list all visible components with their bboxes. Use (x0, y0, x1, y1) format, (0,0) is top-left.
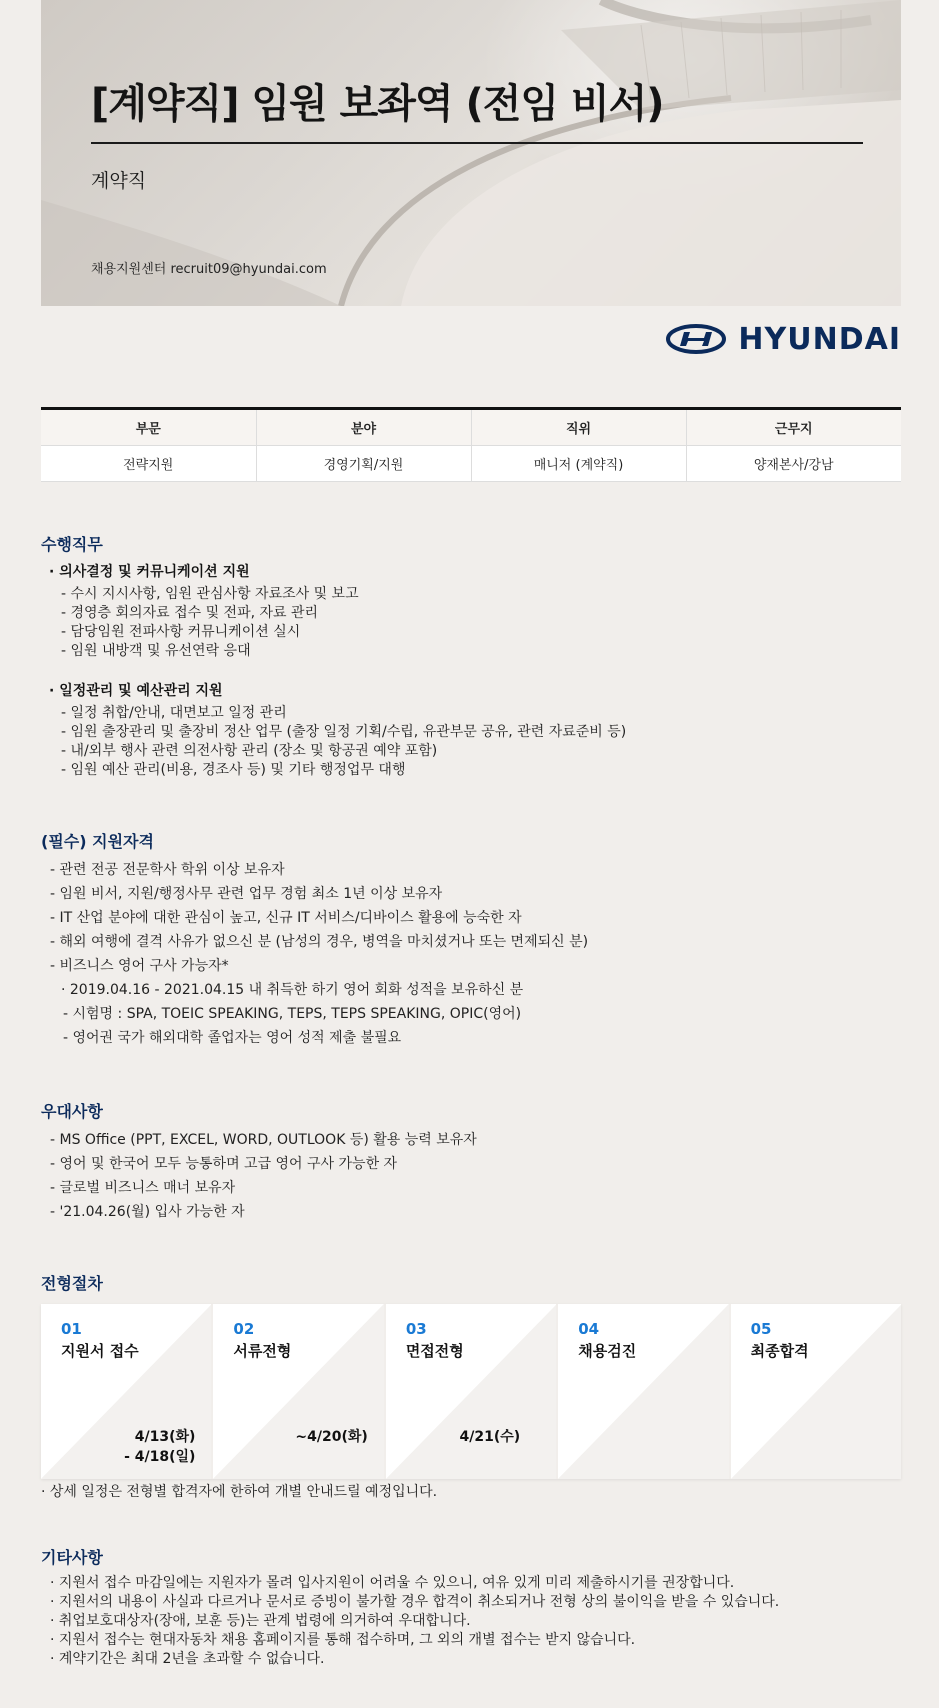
step-name: 지원서 접수 (61, 1342, 139, 1360)
step-number: 03 (405, 1320, 427, 1338)
list-item: · 계약기간은 최대 2년을 초과할 수 없습니다. (50, 1651, 325, 1667)
table-row (41, 446, 901, 482)
list-item: · 지원서 접수는 현대자동차 채용 홈페이지를 통해 접수하며, 그 외의 개별 접수는 받지 않습니다. (50, 1632, 636, 1648)
list-item: - 영어권 국가 해외대학 졸업자는 영어 성적 제출 불필요 (63, 1030, 402, 1046)
hyundai-emblem-icon (666, 324, 726, 354)
list-item: - 내/외부 행사 관련 의전사항 관리 (장소 및 항공권 예약 포함) (61, 743, 438, 759)
process-step (386, 1304, 556, 1479)
cell-field: 경영기획/지원 (256, 446, 471, 482)
step-name: 서류전형 (233, 1342, 292, 1360)
list-item: - 해외 여행에 결격 사유가 없으신 분 (남성의 경우, 병역을 마치셨거나 또는 면제되신 분) (50, 934, 589, 950)
cell-location: 양재본사/강남 (686, 446, 901, 482)
hyundai-wordmark: HYUNDAI (738, 321, 901, 357)
cell-position: 매니저 (계약직) (471, 446, 686, 482)
page-title: [계약직] 임원 보좌역 (전임 비서) (91, 81, 664, 127)
step-name: 채용검진 (578, 1342, 637, 1360)
preferences-title: 우대사항 (41, 1102, 103, 1121)
step-number: 01 (61, 1320, 82, 1338)
hyundai-logo (666, 322, 901, 356)
step-date (460, 1427, 521, 1447)
list-item: - 임원 내방객 및 유선연락 응대 (61, 643, 251, 659)
list-item: - 영어 및 한국어 모두 능통하며 고급 영어 구사 가능한 자 (50, 1156, 398, 1172)
process-step (213, 1304, 383, 1479)
list-item: · 2019.04.16 - 2021.04.15 내 취득한 하기 영어 회화 성적을 보유하신 분 (61, 982, 524, 998)
step-date (295, 1427, 367, 1447)
list-item: · 지원서의 내용이 사실과 다르거나 문서로 증빙이 불가할 경우 합격이 취소되거나 전형 상의 불이익을 받을 수 있습니다. (50, 1594, 780, 1610)
step-date-start: 4/13(화) (134, 1429, 196, 1445)
list-item: - 비즈니스 영어 구사 가능자* (50, 958, 229, 974)
list-item: · 취업보호대상자(장애, 보훈 등)는 관계 법령에 의거하여 우대합니다. (50, 1613, 471, 1629)
employment-type: 계약직 (91, 170, 147, 192)
duty-group-title: · 일정관리 및 예산관리 지원 (49, 683, 223, 699)
hero-banner (41, 0, 901, 306)
duty-group-title: · 의사결정 및 커뮤니케이션 지원 (49, 564, 250, 580)
list-item: - 일정 취합/안내, 대면보고 일정 관리 (61, 705, 287, 721)
table-header-row (41, 409, 901, 446)
process-steps (41, 1304, 901, 1479)
step-date (124, 1427, 195, 1467)
list-item: - 임원 예산 관리(비용, 경조사 등) 및 기타 행정업무 대행 (61, 762, 406, 778)
cell-division: 전략지원 (41, 446, 256, 482)
list-item: - 글로벌 비즈니스 매너 보유자 (50, 1180, 236, 1196)
header-field: 분야 (256, 409, 471, 446)
list-item: · 지원서 접수 마감일에는 지원자가 몰려 입사지원이 어려울 수 있으니, 여유 있게 미리 제출하시기를 권장합니다. (50, 1575, 735, 1591)
list-item: - 임원 출장관리 및 출장비 정산 업무 (출장 일정 기획/수립, 유관부문 공유, 관련 자료준비 등) (61, 724, 627, 740)
step-number: 02 (233, 1320, 255, 1338)
contact-info: 채용지원센터 recruit09@hyundai.com (91, 262, 327, 277)
step-number: 05 (750, 1320, 772, 1338)
list-item: - MS Office (PPT, EXCEL, WORD, OUTLOOK 등) 활용 능력 보유자 (50, 1132, 477, 1148)
list-item: - 임원 비서, 지원/행정사무 관련 업무 경험 최소 1년 이상 보유자 (50, 886, 443, 902)
header-division: 부문 (41, 409, 256, 446)
step-date-start: ~4/20(화) (295, 1429, 368, 1445)
list-item: - '21.04.26(월) 입사 가능한 자 (50, 1204, 245, 1220)
step-name: 면접전형 (405, 1342, 464, 1360)
process-step (41, 1304, 211, 1479)
etc-title: 기타사항 (41, 1548, 103, 1567)
duties-title: 수행직무 (41, 535, 103, 554)
process-title: 전형절차 (41, 1274, 103, 1293)
list-item: - 담당임원 전파사항 커뮤니케이션 실시 (61, 624, 301, 640)
header-position: 직위 (471, 409, 686, 446)
header-location: 근무지 (686, 409, 901, 446)
step-date-end: - 4/18(일) (124, 1449, 196, 1465)
list-item: - 시험명 : SPA, TOEIC SPEAKING, TEPS, TEPS SPEAKING, OPIC(영어) (63, 1006, 522, 1022)
list-item: - 경영층 회의자료 접수 및 전파, 자료 관리 (61, 605, 319, 621)
process-note: · 상세 일정은 전형별 합격자에 한하여 개별 안내드릴 예정입니다. (41, 1484, 438, 1500)
step-date-start: 4/21(수) (459, 1429, 521, 1445)
qualifications-title: (필수) 지원자격 (41, 832, 154, 851)
position-info-table (41, 407, 901, 482)
list-item: - 관련 전공 전문학사 학위 이상 보유자 (50, 862, 285, 878)
step-number: 04 (578, 1320, 600, 1338)
list-item: - 수시 지시사항, 임원 관심사항 자료조사 및 보고 (61, 586, 359, 602)
process-step (731, 1304, 901, 1479)
title-divider (91, 142, 863, 144)
process-step (558, 1304, 728, 1479)
step-name: 최종합격 (750, 1342, 809, 1360)
list-item: - IT 산업 분야에 대한 관심이 높고, 신규 IT 서비스/디바이스 활용에 능숙한 자 (50, 910, 522, 926)
job-posting (41, 0, 901, 1667)
